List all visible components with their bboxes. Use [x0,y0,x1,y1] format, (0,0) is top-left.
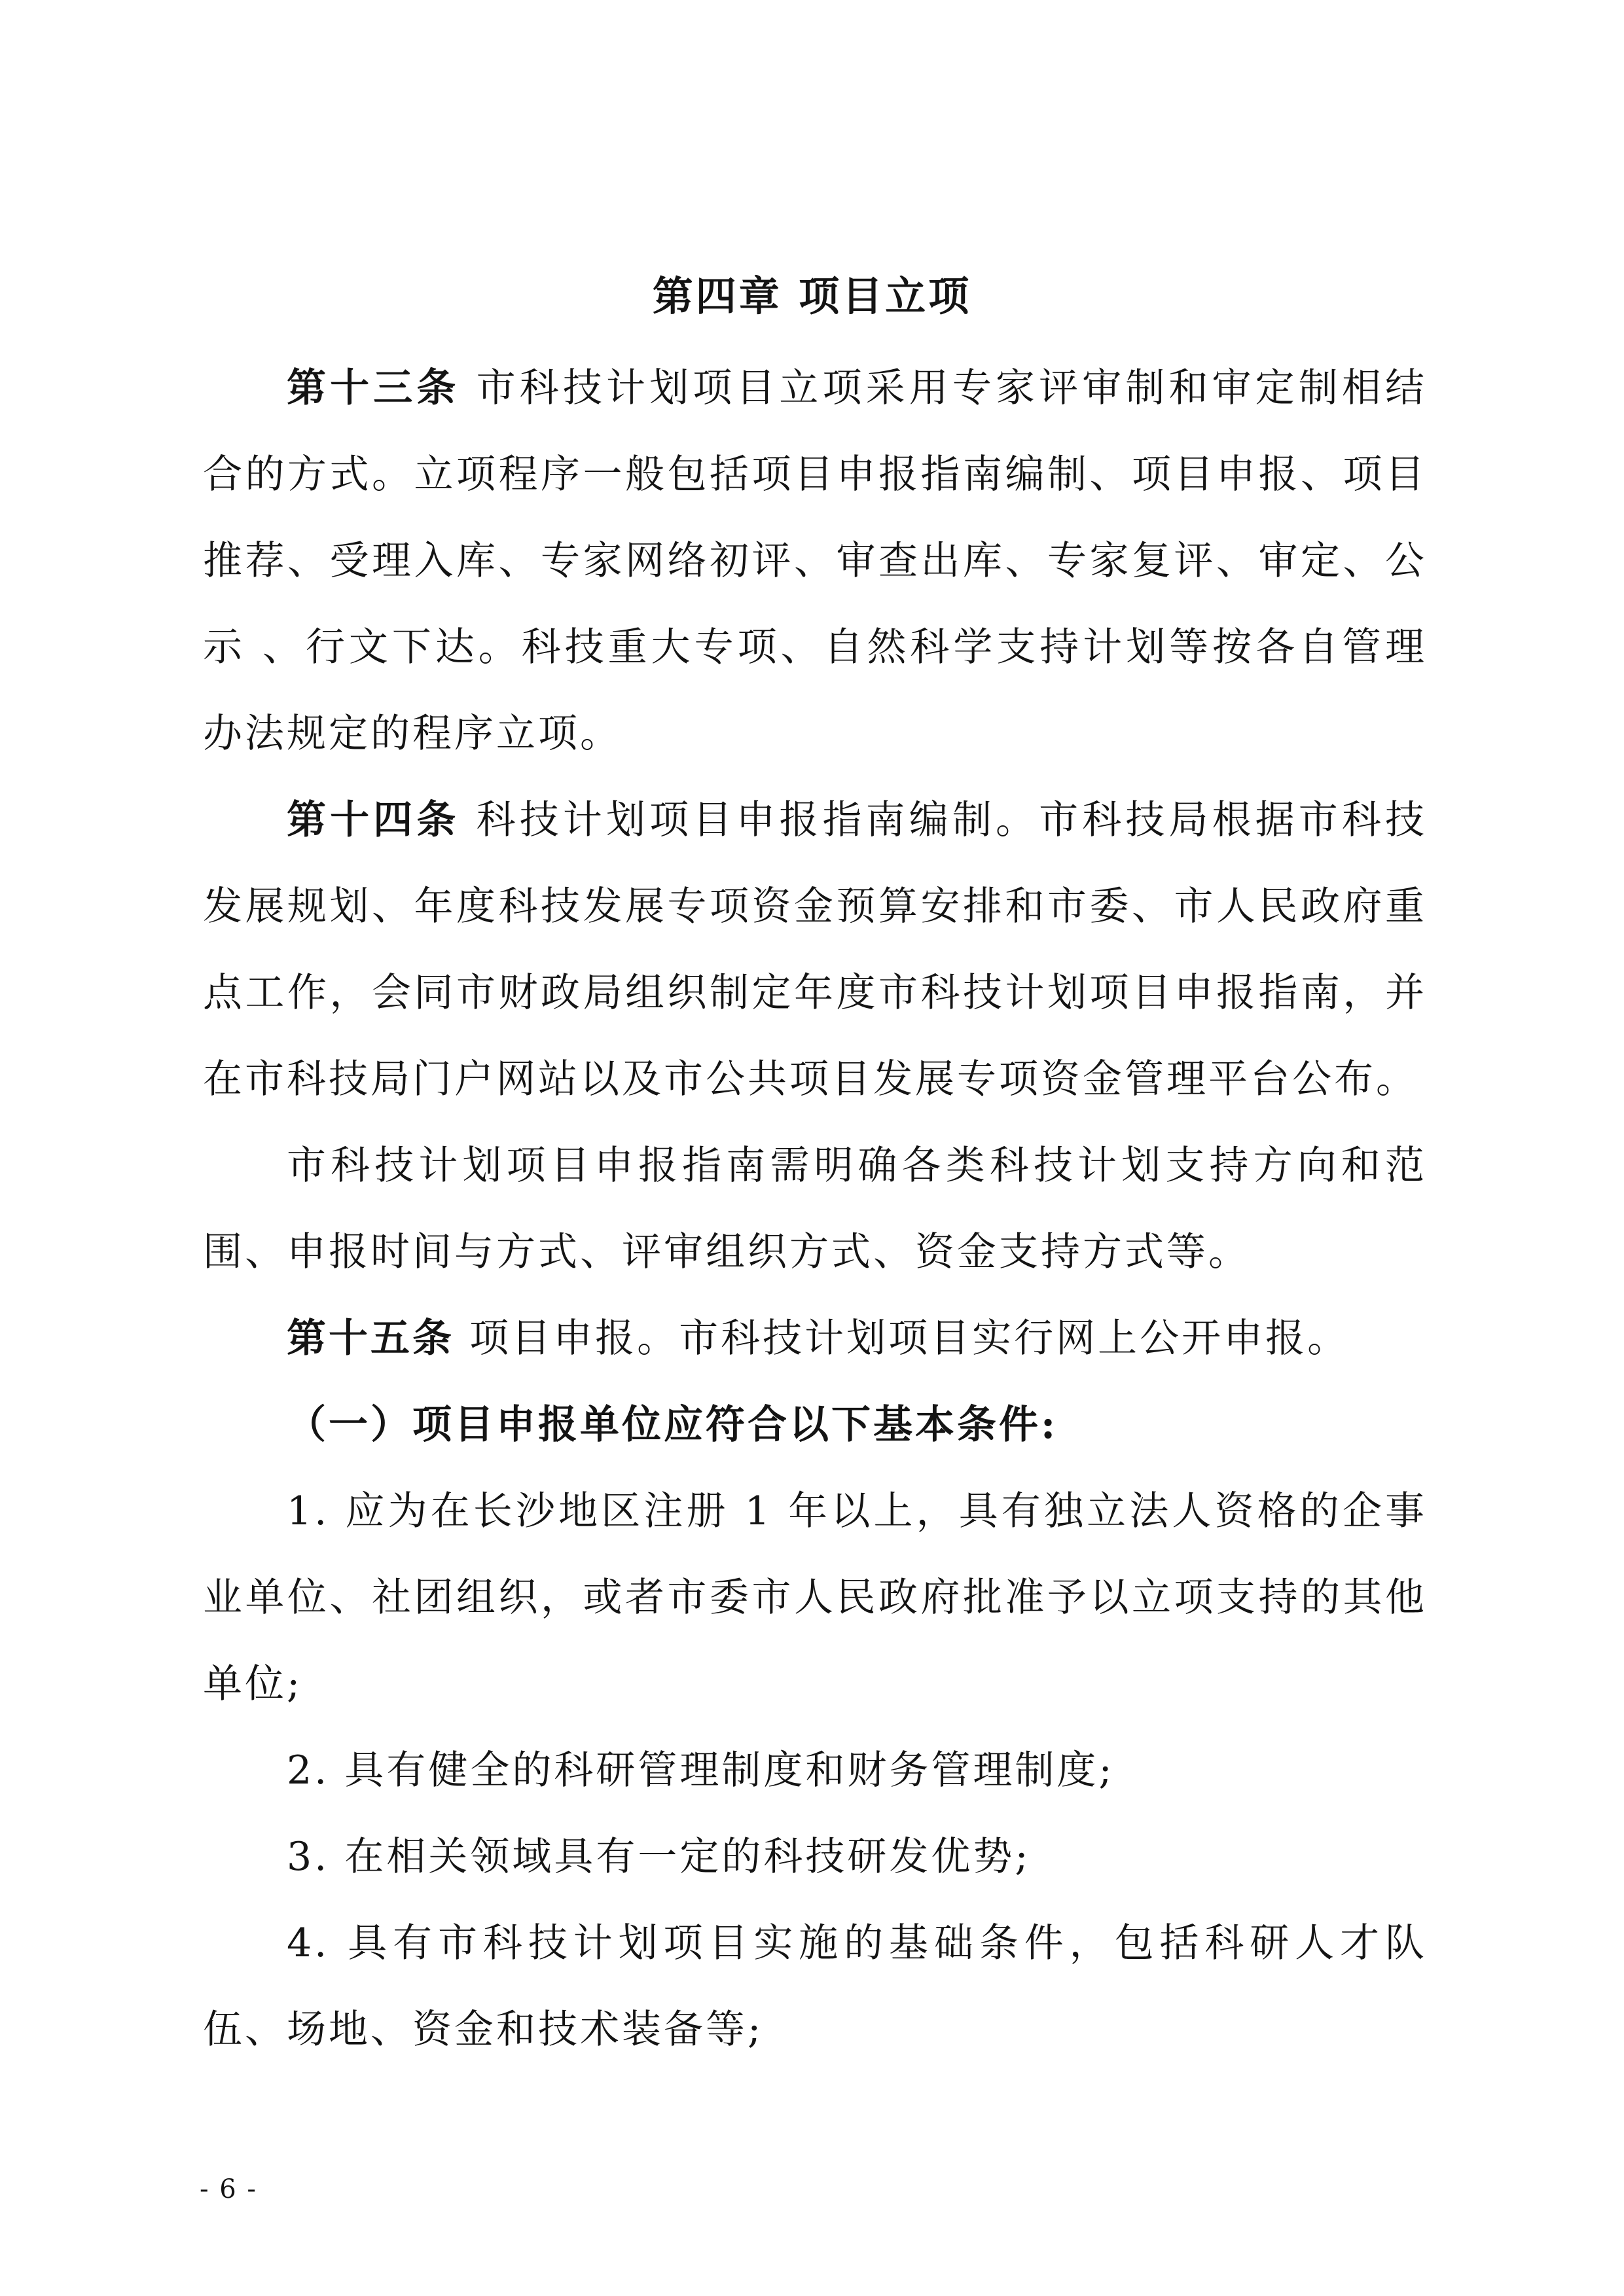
article-13-label: 第十三条 [287,365,460,411]
article-13 [203,345,1427,777]
page-number: - 6 - [200,2174,257,2204]
article-13-text: 市科技计划项目立项采用专家评审制和审定制相结合的方式。立项程序一般包括项目申报指南编制、项目申报、项目推荐、受理入库、专家网络初评、审查出库、专家复评、审定、公示 、行文下达。科技重大专项、自然科学支持计划等按各自管理办法规定的程序立项。 [203,365,1427,757]
document-body [203,345,1427,2073]
condition-item: 2. 具有健全的科研管理制度和财务管理制度; [287,1748,1115,1793]
chapter-title: 第四章 项目立项 [652,272,972,320]
article-14 [203,777,1427,1122]
article-15-text: 项目申报。市科技计划项目实行网上公开申报。 [469,1316,1350,1361]
condition-item: 4. 具有市科技计划项目实施的基础条件，包括科研人才队伍、场地、资金和技术装备等; [203,1920,1427,2053]
article-14-text: 科技计划项目申报指南编制。市科技局根据市科技发展规划、年度科技发展专项资金预算安排和市委、市人民政府重点工作，会同市财政局组织制定年度市科技计划项目申报指南，并在市科技局门户网站以及市公共项目发展专项资金管理平台公布。 [203,797,1427,1102]
article-14-continuation-text: 市科技计划项目申报指南需明确各类科技计划支持方向和范围、申报时间与方式、评审组织方式、资金支持方式等。 [203,1143,1427,1275]
condition-item: 3. 在相关领域具有一定的科技研发优势; [287,1834,1031,1880]
article-14-label: 第十四条 [287,797,460,843]
article-14-continuation [203,1122,1427,1295]
article-15 [203,1295,1427,1382]
article-15-label: 第十五条 [287,1316,454,1361]
sub-heading-basic-conditions: （一）项目申报单位应符合以下基本条件: [287,1402,1058,1448]
condition-item: 1. 应为在长沙地区注册 1 年以上，具有独立法人资格的企事业单位、社团组织，或者市委市人民政府批准予以立项支持的其他单位; [203,1488,1427,1707]
